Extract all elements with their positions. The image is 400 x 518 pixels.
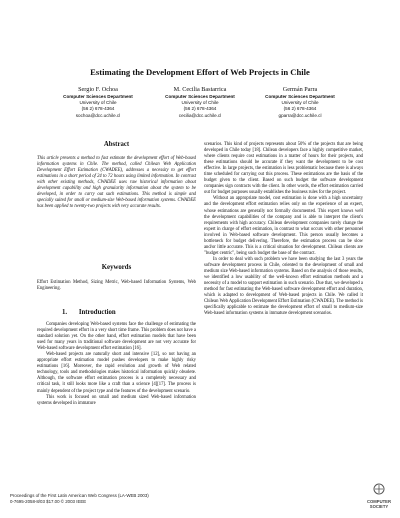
author-name: Germán Parra bbox=[282, 86, 318, 93]
author-email: cecilia@dcc.uchile.cl bbox=[178, 112, 222, 118]
author-name: M. Cecilia Bastarrica bbox=[173, 86, 227, 93]
introduction-right-column bbox=[204, 142, 363, 317]
footer-isbn: 0-7695-2058-8/03 $17.00 © 2003 IEEE bbox=[10, 498, 87, 504]
paragraph: Web-based projects are naturally short and intensive [12], so not having an appropriate effort estimation model pushes developers to make highly risky estimations [16]. Moreover, the rapid evolution and growth of Web related technology, tools and methodologies makes historical information quickly obsolete. Although, the software effort estimation process is a completely necessary and critical task, it still looks more like a craft than a science [4][17]. The process is mainly dependent of the project type and the features of the development scenario. bbox=[37, 352, 196, 394]
logo-line-2: SOCIETY bbox=[369, 503, 389, 509]
abstract-heading: Abstract bbox=[103, 141, 130, 148]
author-email: gparra@dcc.uchile.cl bbox=[278, 112, 322, 118]
computer-society-logo bbox=[362, 482, 396, 509]
paper-title: Estimating the Development Effort of Web Projects in Chile bbox=[90, 67, 310, 77]
abstract-text: This article presents a method to fast estimate the development effort of Web-based information systems in Chile. The method, called Chilean Web Application Development Effort Estimation (CWADEE), addresses a necessity to get effort estimations in a short period of 24 to 72 hours using limited information. In contrast with other existing methods, CWADEE uses raw historical information about development capability and high granularity information about the system to be developed, in order to carry out such estimations. This method is simple and specially suited for small or medium-size Web-based information systems. CWADEE has been applied to twenty-two projects with very accurate results. bbox=[37, 156, 196, 210]
author-phone: (56 2) 678-4364 bbox=[81, 106, 115, 112]
paragraph: This work is focused on small and medium sized Web-based information systems developed in immature bbox=[37, 394, 196, 406]
abstract-body bbox=[37, 156, 196, 210]
author-affiliation: Computer Sciences Department bbox=[265, 94, 335, 99]
author-block-2 bbox=[145, 86, 255, 119]
paragraph: scenarios. This kind of projects represents about 50% of the projects that are being developed in Chile today [18]. Chilean developers face a highly competitive market, where clients require cost estimations in a matter of hours for their projects, and these estimations should be accurate if they want the development to be cost effective. In large projects, the estimation is less problematic because there is always time scheduled for carrying out this process. These estimations are the basis of the budget given to the client. Based on such budget the software development companies sign contracts with the client. In other words, the effort estimation carried out for budget purposes usually establishes the business rules for the project. bbox=[204, 142, 363, 196]
paragraph: Without an appropriate model, cost estimation is done with a high uncertainty and the development effort estimation relies only on the experience of an expert, whose estimations are generally not formally documented. This expert knows well the development capabilities of the company and is able to interpret the client's requirements with high accuracy. Chilean development companies rarely change the expert in charge of effort estimation, in contrast to what occurs with other personnel involved in Web-based software development. This person usually becomes a bottleneck for budget delivering. Therefore, the estimation process can be slow and/or little accurate. This is a critical situation for development. Chilean clients are "budget centric", being such budget the base of the contract. bbox=[204, 196, 363, 256]
section-title: Introduction bbox=[78, 309, 116, 316]
footer-proceedings: Proceedings of the First Latin American Web Congress (LA-WEB 2003) bbox=[10, 493, 149, 498]
author-email: sochoa@dcc.uchile.cl bbox=[75, 112, 121, 118]
author-university: University of Chile bbox=[181, 100, 219, 106]
logo-line-1: COMPUTER bbox=[367, 499, 391, 504]
keywords-text: Effort Estimation Method, Sizing Metric, Web-based Information Systems, Web Engineering. bbox=[37, 280, 196, 292]
keywords-body bbox=[37, 280, 196, 292]
paragraph: In order to deal with such problem we have been studying the last 3 years the software development process in Chile, oriented to the development of small and medium size Web-based information systems. Based on the analysis of those results, we identified a low usability of the well-known effort estimation methods and a necessity of a model to support estimation in such scenario. Due that, we developed a method for fast estimating the Web-based software development effort and duration, which is adapted to development of Web-based projects in Chile. We called it Chilean Web Application Development Effort Estimation (CWADEE). The method is specifically applicable to estimate the development effort of small to medium-size Web-based information systems in immature development scenarios. bbox=[204, 256, 363, 317]
author-university: University of Chile bbox=[281, 100, 319, 106]
author-affiliation: Computer Sciences Department bbox=[63, 94, 133, 99]
author-phone: (56 2) 678-4364 bbox=[183, 106, 217, 112]
logo-mark-icon bbox=[370, 483, 388, 495]
paragraph: Companies developing Web-based systems face the challenge of estimating the required development effort in a very short time frame. This problem does not have a standard solution yet. On the other hand, effort estimation models that have been used for many years in traditional software development are not very accurate for Web-based software development effort estimation [16]. bbox=[37, 322, 196, 352]
author-block-1 bbox=[43, 86, 153, 119]
author-block-3 bbox=[245, 86, 355, 119]
introduction-left-column bbox=[37, 322, 196, 407]
author-phone: (56 2) 678-4364 bbox=[283, 106, 317, 112]
author-name: Sergio F. Ochoa bbox=[78, 86, 118, 93]
proceedings-footer bbox=[10, 493, 149, 504]
author-affiliation: Computer Sciences Department bbox=[165, 94, 235, 99]
section-heading bbox=[62, 309, 116, 316]
section-number: 1. bbox=[62, 309, 68, 316]
keywords-heading: Keywords bbox=[101, 264, 132, 271]
author-university: University of Chile bbox=[79, 100, 117, 106]
